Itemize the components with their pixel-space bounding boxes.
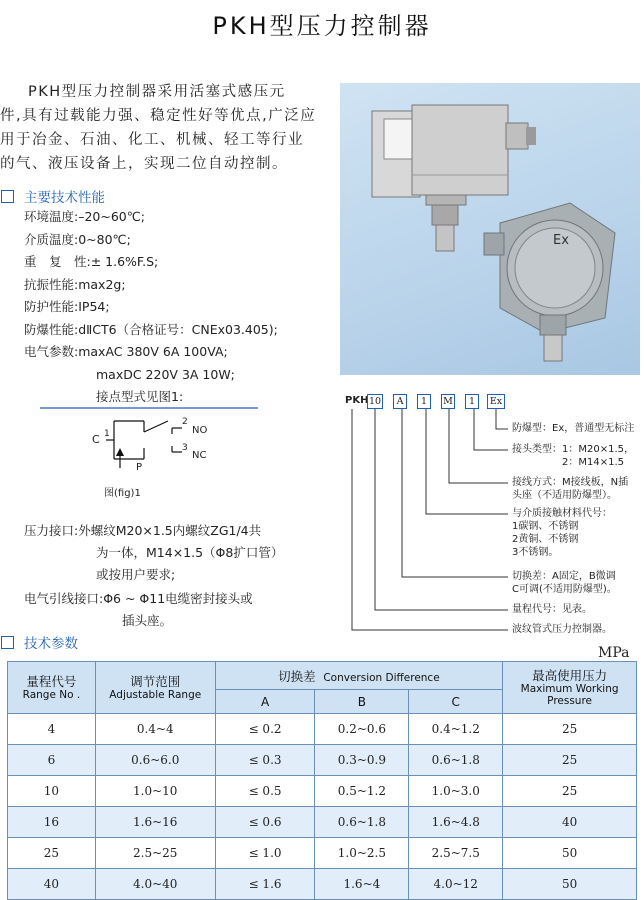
table-cell: 2.5~7.5 — [409, 838, 503, 869]
table-cell: 0.2~0.6 — [315, 714, 409, 745]
elec-conn-line — [24, 588, 283, 610]
header-max-pressure — [503, 662, 637, 714]
table-header-row — [8, 662, 637, 690]
legend-text: 防爆型：Ex，普通型无标注 — [512, 423, 635, 434]
legend-text: 1碳钢、不锈钢 — [512, 521, 579, 532]
spec-item — [24, 206, 278, 229]
spec-key: 防护性能: — [24, 299, 79, 314]
header-c: C — [409, 690, 503, 714]
legend-text: C可调(不适用防爆型)。 — [512, 584, 617, 595]
spec-value: IP54; — [78, 299, 110, 314]
table-cell: 40 — [503, 807, 637, 838]
table-row — [8, 714, 637, 745]
table-cell: 0.5~1.2 — [315, 776, 409, 807]
table-cell: 0.4~4 — [95, 714, 215, 745]
table-cell: 10 — [8, 776, 96, 807]
table-cell: 1.6~4.8 — [409, 807, 503, 838]
connection-specs — [24, 520, 283, 632]
spec-value: 插头座。 — [122, 613, 173, 628]
legend-text: 2：M14×1.5 — [512, 457, 624, 468]
table-cell: 0.6~1.8 — [409, 745, 503, 776]
table-cell: 6 — [8, 745, 96, 776]
header-cn: 切换差 — [278, 668, 316, 684]
spec-item — [24, 341, 278, 364]
table-cell: 25 — [503, 714, 637, 745]
spec-item — [24, 229, 278, 252]
table-cell: 25 — [503, 776, 637, 807]
spec-key: 电气参数: — [24, 344, 79, 359]
table-cell: 2.5~25 — [95, 838, 215, 869]
spec-key: 抗振性能: — [24, 276, 79, 292]
square-icon — [1, 190, 14, 203]
table-cell: ≤ 0.6 — [215, 807, 315, 838]
intro-line: PKH型压力控制器采用活塞式感压元 — [28, 84, 286, 100]
spec-value: dⅡCT6（合格证号：CNEx03.405); — [78, 321, 278, 337]
spec-item-continued: maxDC 220V 3A 10W; — [96, 366, 235, 382]
header-en: Range No . — [22, 689, 81, 701]
fig-label-3: 3 — [182, 443, 188, 453]
model-box: A — [393, 394, 407, 409]
spec-key: 环境温度: — [24, 209, 79, 224]
header-adjustable-range — [95, 662, 215, 714]
table-cell: 0.6~1.8 — [315, 807, 409, 838]
spec-key: 介质温度: — [24, 231, 79, 247]
header-cn: 最高使用压力 — [532, 668, 608, 683]
product-photo — [340, 83, 640, 375]
intro-line: 的气、液压设备上，实现二位自动控制。 — [0, 156, 288, 172]
intro-paragraph — [0, 80, 316, 176]
table-row — [8, 745, 637, 776]
section-heading-performance — [1, 186, 105, 206]
header-cn: 调节范围 — [130, 674, 181, 689]
fig-label-no: NO — [192, 425, 208, 436]
spec-item — [24, 319, 278, 342]
table-cell: ≤ 1.0 — [215, 838, 315, 869]
legend-item — [512, 422, 634, 435]
fig-label-c: C — [92, 433, 100, 446]
spec-key: 压力接口: — [24, 523, 79, 538]
fig-label-nc: NC — [192, 450, 207, 461]
contact-note: 接点型式见图1: — [96, 389, 184, 404]
header-en: Maximum Working — [520, 683, 619, 695]
fig-label-p: P — [136, 462, 143, 473]
pressure-conn-line — [24, 520, 283, 542]
table-cell: 50 — [503, 838, 637, 869]
header-cn: 量程代号 — [26, 674, 77, 689]
model-box: M — [441, 394, 455, 409]
fig-label-2: 2 — [182, 417, 188, 427]
spec-value: –20~60℃; — [78, 209, 146, 224]
legend-text: 切换差：A固定，B微调 — [512, 571, 616, 582]
spec-key: 重 复 性: — [24, 254, 91, 269]
table-cell: ≤ 0.5 — [215, 776, 315, 807]
spec-key: 电气引线接口: — [24, 591, 104, 606]
header-b: B — [315, 690, 409, 714]
model-box: 1 — [417, 394, 431, 409]
fig-label-1: 1 — [104, 429, 110, 439]
table-cell: 0.4~1.2 — [409, 714, 503, 745]
spec-value: 0~80℃; — [78, 231, 131, 247]
table-cell: ≤ 0.3 — [215, 745, 315, 776]
header-en: Conversion Difference — [323, 671, 440, 684]
header-en: Adjustable Range — [109, 689, 202, 701]
header-conversion-difference — [215, 662, 503, 690]
spec-value: max2g; — [78, 276, 126, 292]
spec-value: maxAC 380V 6A 100VA; — [78, 344, 228, 359]
table-cell: 0.6~6.0 — [95, 745, 215, 776]
table-cell: 16 — [8, 807, 96, 838]
legend-item — [512, 603, 592, 616]
spec-value: 为一体，M14×1.5（Φ8扩口管） — [96, 545, 284, 560]
legend-text: 量程代号：见表。 — [512, 604, 592, 615]
spec-value: ± 1.6%F.S; — [90, 254, 159, 269]
table-cell: ≤ 1.6 — [215, 869, 315, 900]
table-cell: 4 — [8, 714, 96, 745]
table-cell: 50 — [503, 869, 637, 900]
spec-item — [24, 296, 278, 319]
header-a: A — [215, 690, 315, 714]
table-cell: 1.0~3.0 — [409, 776, 503, 807]
contact-diagram — [40, 404, 260, 474]
parameters-table — [7, 661, 637, 900]
spec-key: 防爆性能: — [24, 321, 79, 337]
legend-text: 接头类型：1：M20×1.5， — [512, 444, 634, 455]
table-cell: 4.0~40 — [95, 869, 215, 900]
square-icon — [1, 636, 14, 649]
table-cell: 40 — [8, 869, 96, 900]
product-illustration — [340, 83, 640, 375]
ex-label: Ex — [553, 233, 569, 248]
legend-text: 与介质接触材料代号： — [512, 508, 612, 519]
header-range-no — [8, 662, 96, 714]
table-row — [8, 869, 637, 900]
spec-value: Φ6 ~ Φ11电缆密封接头或 — [103, 591, 253, 606]
table-cell: 1.6~16 — [95, 807, 215, 838]
table-cell: 4.0~12 — [409, 869, 503, 900]
legend-item — [512, 443, 634, 469]
model-prefix: PKH — [345, 395, 369, 406]
section-heading-parameters — [1, 632, 78, 652]
legend-text: 2黄铜、不锈钢 — [512, 534, 579, 545]
table-cell: 1.6~4 — [315, 869, 409, 900]
model-box: 1 — [465, 394, 479, 409]
spec-item — [24, 274, 278, 297]
table-cell: 25 — [503, 745, 637, 776]
spec-value: 或按用户要求; — [96, 567, 176, 582]
page-title: PKH型压力控制器 — [212, 12, 432, 40]
unit-label: MPa — [598, 645, 630, 661]
spec-list — [24, 206, 278, 409]
table-row — [8, 807, 637, 838]
spec-value: 外螺纹M20×1.5内螺纹ZG1/4共 — [78, 523, 262, 538]
legend-item — [512, 570, 617, 596]
legend-text: 接线方式：M接线板，N插 — [512, 477, 629, 488]
table-row — [8, 776, 637, 807]
fig-caption: 图(fig)1 — [104, 488, 141, 499]
table-cell: 0.3~0.9 — [315, 745, 409, 776]
legend-text: 波纹管式压力控制器。 — [512, 624, 612, 635]
legend-text: 3不锈钢。 — [512, 547, 559, 558]
section-heading-label: 技术参数 — [24, 636, 78, 652]
legend-item — [512, 623, 612, 636]
model-code-diagram — [345, 394, 640, 644]
table-cell: 1.0~2.5 — [315, 838, 409, 869]
table-cell: ≤ 0.2 — [215, 714, 315, 745]
legend-text: 头座（不适用防爆型）。 — [512, 490, 617, 501]
spec-item — [24, 251, 278, 274]
legend-item — [512, 507, 612, 559]
switch-diagram-svg — [40, 404, 260, 474]
section-heading-label: 主要技术性能 — [24, 190, 105, 206]
table-cell: 25 — [8, 838, 96, 869]
table-cell: 1.0~10 — [95, 776, 215, 807]
intro-line: 件,具有过载能力强、稳定性好等优点,广泛应 — [0, 108, 317, 124]
table-row — [8, 838, 637, 869]
model-code-leaders — [345, 394, 510, 644]
header-en: Pressure — [547, 695, 593, 707]
intro-line: 用于冶金、石油、化工、机械、轻工等行业 — [0, 132, 304, 148]
model-box: Ex — [487, 394, 505, 409]
model-box: 10 — [368, 396, 382, 407]
legend-item — [512, 476, 628, 502]
